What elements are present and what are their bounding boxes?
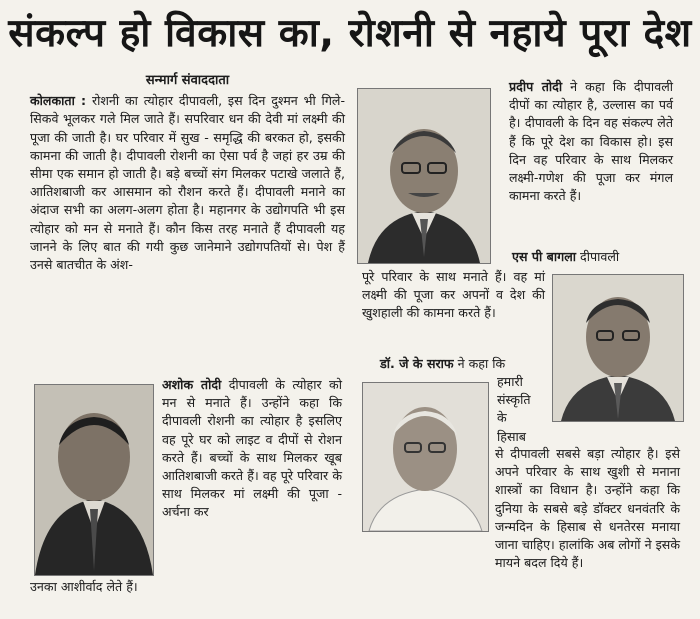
ashok-name: अशोक तोदी xyxy=(162,377,222,392)
bagla-column xyxy=(362,268,545,323)
intro-text: रोशनी का त्योहार दीपावली, इस दिन दुश्मन भी गिले-सिकवे भूलकर गले मिल जाते हैं। सपरिवार धन की देवी मां लक्ष्मी की पूजा की जाती है। घर परिवार में सुख - समृद्धि की बरकत हो, इसकी कामना की जाती है। दीपावली रोशनी का ऐसा पर्व है जहां हर उम्र की सीमा एक समान हो जाती है। बड़े बच्चों संग मिलकर पटाखे जलाते हैं, आतिशबाजी कर आसमान को रौशन करते हैं। दीपावली मनाने का अंदाज सभी का अलग-अलग होता है। महानगर के उद्योगपति भी इस त्योहार को मन से मनाते हैं। कौन किस तरह मनाते हैं दीपावली यह जानने के लिए बात की गयी कुछ जानेमाने उद्योगपतियों से। पेश हैं उनसे बातचीत के अंश- xyxy=(30,93,345,273)
saraf-line-4: के xyxy=(497,410,507,426)
intro-paragraph xyxy=(30,92,345,274)
pradeep-text: ने कहा कि दीपावली दीपों का त्योहार है, उल्लास का पर्व है। दीपावली के दिन वह संकल्प लेते हैं कि पूरे देश का विकास हो। इस दिन वह परिवार के साथ मिलकर लक्ष्मी-गणेश की पूजा कर मंगल कामना करते हैं। xyxy=(509,79,673,204)
saraf-line-5: हिसाब xyxy=(497,428,526,444)
intro-column xyxy=(30,72,345,274)
saraf-line-2: हमारी xyxy=(497,374,523,389)
saraf-line-3: संस्कृति xyxy=(497,392,531,408)
ashok-column xyxy=(162,376,342,522)
bagla-text-first: दीपावली xyxy=(576,249,620,264)
bagla-first-line xyxy=(512,248,676,266)
saraf-heading xyxy=(380,355,680,373)
saraf-narrow-column xyxy=(497,373,551,446)
pradeep-column xyxy=(509,78,673,205)
pradeep-name: प्रदीप तोदी xyxy=(509,79,563,94)
byline: सन्मार्ग संवाददाता xyxy=(145,73,230,88)
photo-ashok-todi xyxy=(34,384,154,576)
bagla-heading xyxy=(512,248,676,266)
dateline: कोलकाता : xyxy=(30,93,87,109)
bagla-name: एस पी बागला xyxy=(512,249,577,264)
pradeep-paragraph xyxy=(509,78,673,205)
portrait-illustration xyxy=(553,275,683,421)
portrait-illustration xyxy=(35,385,153,575)
bagla-paragraph: पूरे परिवार के साथ मनाते हैं। वह मां लक्ष्मी की पूजा कर अपनों व देश की खुशहाली की कामना करते हैं। xyxy=(362,269,545,321)
saraf-paragraph: से दीपावली सबसे बड़ा त्योहार है। इसे अपने परिवार के साथ खुशी से मनाना शास्त्रों का विधान है। उन्होंने कहा कि दुनिया के सबसे बड़े डॉक्टर धनवंतरि के जन्मदिन के हिसाब से धनतेरस मनाया जाना चाहिए। हालांकि अब लोगों ने इसके मायने बदल दिये हैं। xyxy=(495,446,680,571)
photo-pradeep-todi xyxy=(357,88,491,264)
ashok-text: दीपावली के त्योहार को मन से मनाते हैं। उन्होंने कहा कि दीपावली रोशनी का त्योहार है इसलिए वह पूरे घर को लाइट व दीपों से रोशन करते हैं। बच्चों के साथ मिलकर खूब आतिशबाजी करते हैं। वह पूरे परिवार के साथ मिलकर मां लक्ष्मी की पूजा - अर्चना कर xyxy=(162,377,342,520)
ashok-tail-line: उनका आशीर्वाद लेते हैं। xyxy=(30,579,138,594)
portrait-illustration xyxy=(358,89,490,263)
photo-sp-bagla xyxy=(552,274,684,422)
saraf-name: डॉ. जे के सराफ xyxy=(380,356,454,371)
ashok-paragraph xyxy=(162,376,342,522)
photo-jk-saraf xyxy=(362,382,489,532)
saraf-column xyxy=(495,445,680,572)
ashok-tail xyxy=(30,578,350,596)
saraf-first-line xyxy=(380,355,680,373)
saraf-text-first: ने कहा कि xyxy=(453,356,506,371)
portrait-illustration xyxy=(363,383,488,531)
headline: संकल्प हो विकास का, रोशनी से नहाये पूरा देश xyxy=(8,11,692,56)
